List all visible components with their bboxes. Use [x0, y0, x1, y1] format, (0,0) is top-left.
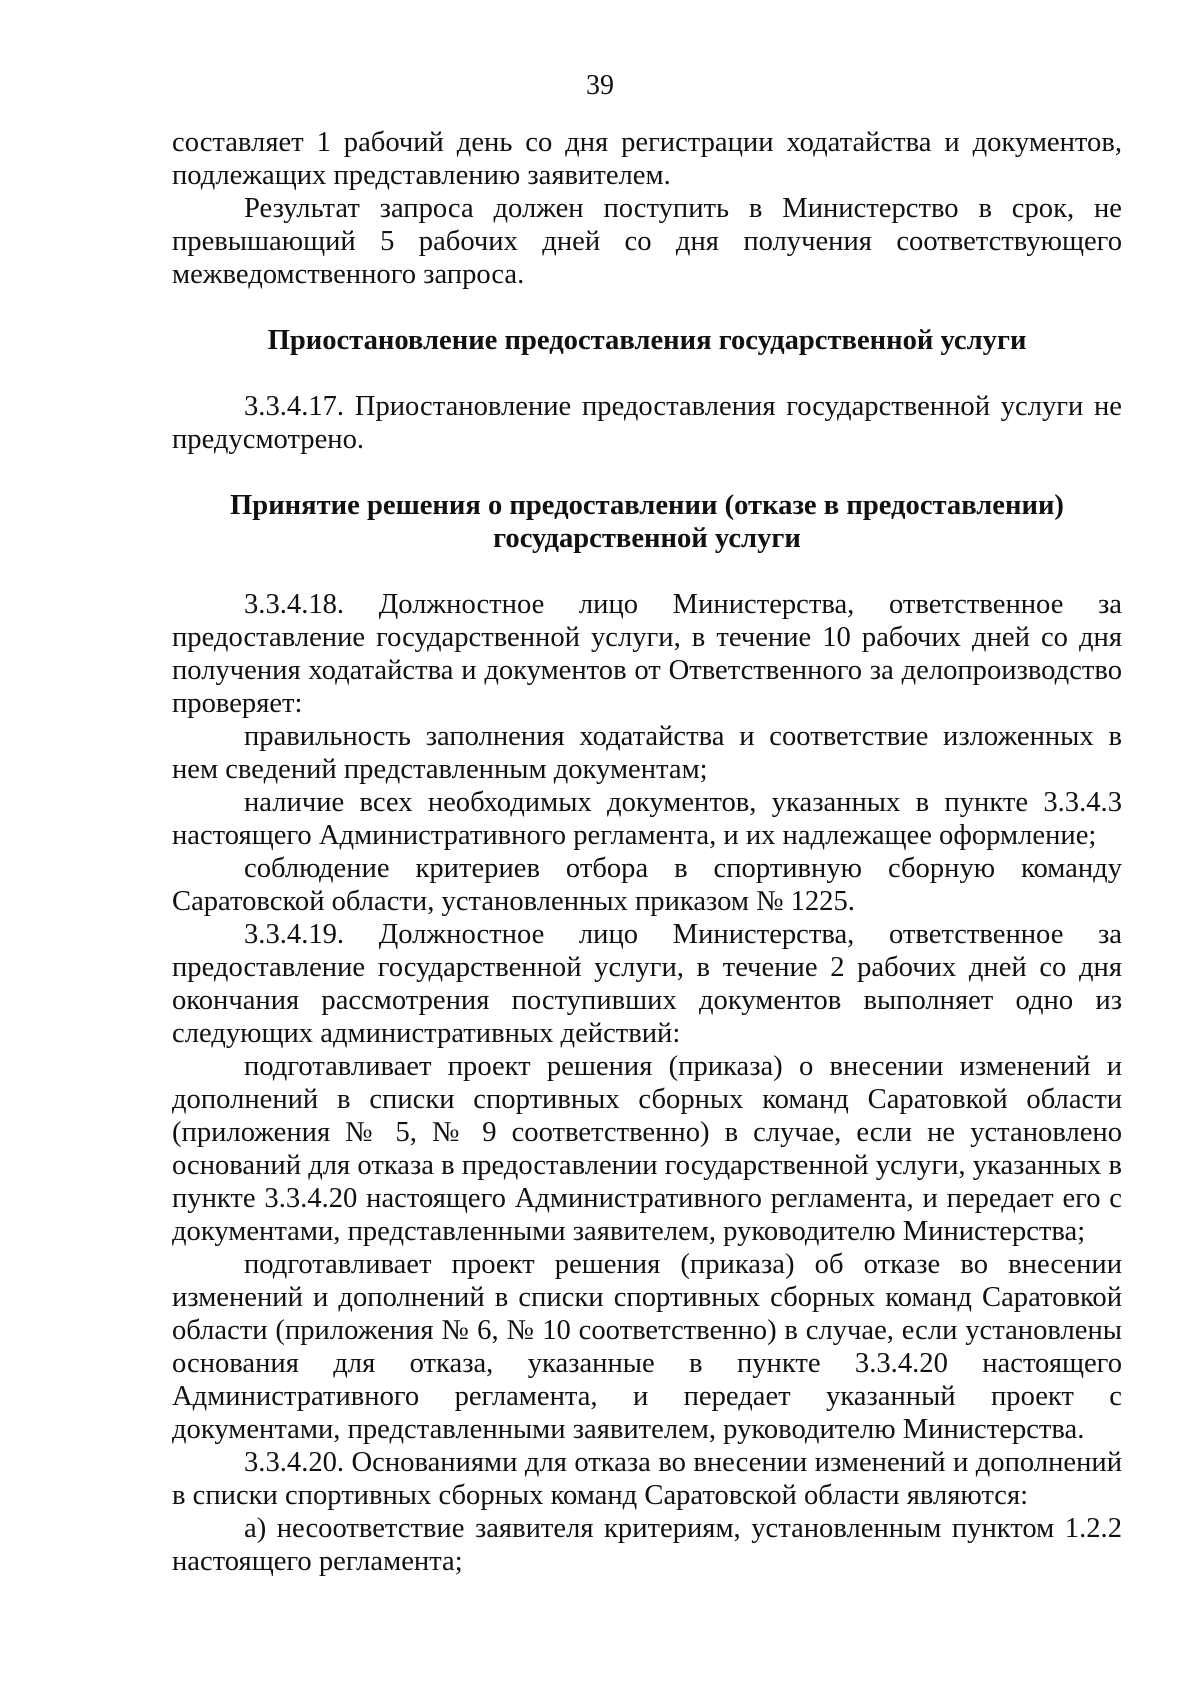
section-heading-line: государственной услуги: [493, 523, 801, 554]
paragraph: а) несоответствие заявителя критериям, установленным пунктом 1.2.2 настоящего регламента;: [172, 1513, 1122, 1577]
paragraph: правильность заполнения ходатайства и соответствие изложенных в нем сведений представленным документам;: [172, 721, 1122, 785]
paragraph: составляет 1 рабочий день со дня регистрации ходатайства и документов, подлежащих представлению заявителем.: [172, 127, 1122, 191]
document-body: [172, 126, 1122, 1578]
paragraph: наличие всех необходимых документов, указанных в пункте 3.3.4.3 настоящего Административного регламента, и их надлежащее оформление;: [172, 787, 1122, 851]
paragraph: 3.3.4.18. Должностное лицо Министерства, ответственное за предоставление государственной услуги, в течение 10 рабочих дней со дня получения ходатайства и документов от Ответственного за делопроизводство проверяет:: [172, 589, 1122, 719]
paragraph: подготавливает проект решения (приказа) о внесении изменений и дополнений в списки спортивных сборных команд Саратовкой области (приложения № 5, № 9 соответственно) в случае, если не установлено оснований для отказа в предоставлении государственной услуги, указанных в пункте 3.3.4.20 настоящего Административного регламента, и передает его с документами, представленными заявителем, руководителю Министерства;: [172, 1051, 1122, 1247]
paragraph: соблюдение критериев отбора в спортивную сборную команду Саратовской области, установленных приказом № 1225.: [172, 853, 1122, 917]
section-heading: [172, 489, 1122, 555]
paragraph: Результат запроса должен поступить в Министерство в срок, не превышающий 5 рабочих дней со дня получения соответствующего межведомственного запроса.: [172, 193, 1122, 290]
paragraph: 3.3.4.19. Должностное лицо Министерства, ответственное за предоставление государственной услуги, в течение 2 рабочих дней со дня окончания рассмотрения поступивших документов выполняет одно из следующих административных действий:: [172, 919, 1122, 1049]
paragraph: 3.3.4.17. Приостановление предоставления государственной услуги не предусмотрено.: [172, 391, 1122, 455]
section-heading: Приостановление предоставления государственной услуги: [267, 325, 1027, 356]
paragraph: подготавливает проект решения (приказа) об отказе во внесении изменений и дополнений в списки спортивных сборных команд Саратовкой области (приложения № 6, № 10 соответственно) в случае, если установлены основания для отказа, указанные в пункте 3.3.4.20 настоящего Административного регламента, и передает указанный проект с документами, представленными заявителем, руководителю Министерства.: [172, 1249, 1122, 1445]
page-number: 39: [586, 70, 614, 101]
section-heading-line: Принятие решения о предоставлении (отказе в предоставлении): [230, 490, 1064, 521]
paragraph: 3.3.4.20. Основаниями для отказа во внесении изменений и дополнений в списки спортивных сборных команд Саратовской области являются:: [172, 1447, 1122, 1511]
